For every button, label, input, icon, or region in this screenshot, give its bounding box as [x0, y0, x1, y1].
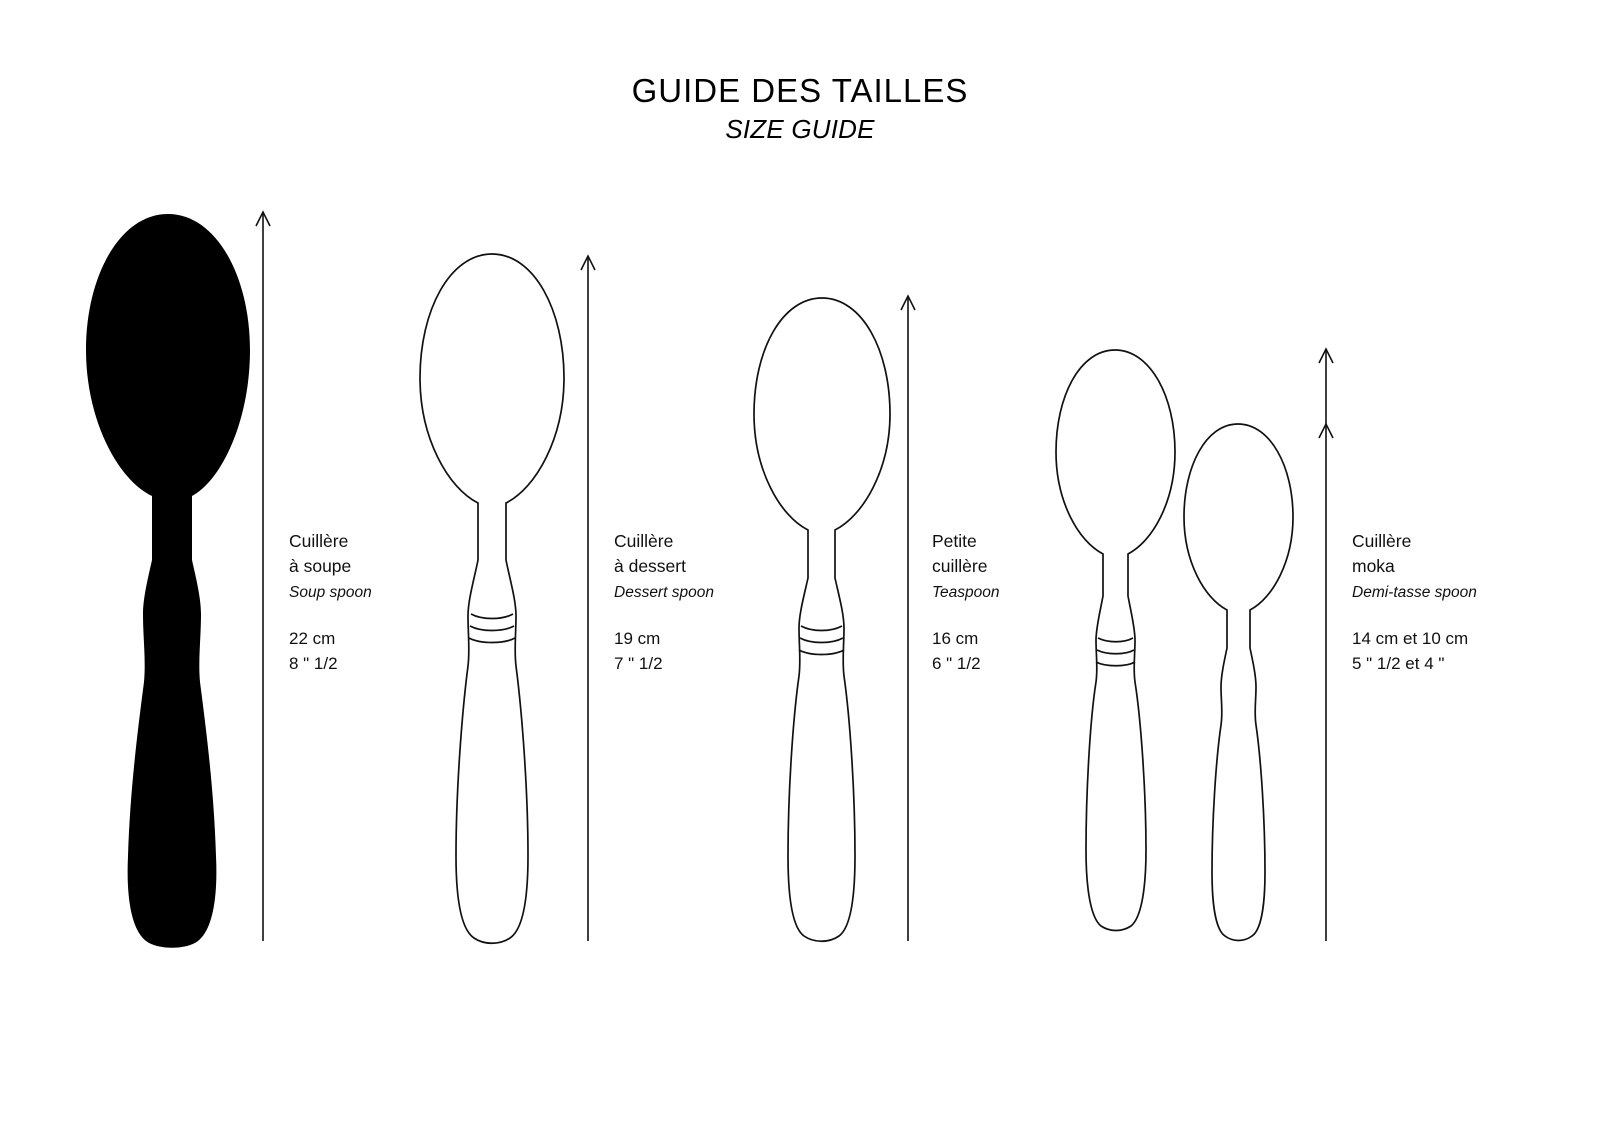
spoon-soup-shape [86, 214, 250, 948]
label-dimensions [289, 626, 372, 676]
label-fr-line1: Cuillère [289, 531, 349, 551]
label-fr-line1: Cuillère [1352, 531, 1412, 551]
dimension-imperial: 8 " 1/2 [289, 654, 338, 673]
spoon-moka-large-shape [1056, 350, 1175, 931]
label-dimensions [614, 626, 714, 676]
label-en: Teaspoon [932, 584, 1000, 601]
spoon-moka-small-shape [1184, 424, 1293, 941]
label-fr-line2: à soupe [289, 556, 352, 576]
dimension-metric: 16 cm [932, 629, 979, 648]
measure-arrow-soup [256, 212, 270, 941]
label-en: Demi-tasse spoon [1352, 584, 1477, 601]
label-block-dessert [614, 529, 714, 676]
page-subtitle: SIZE GUIDE [725, 113, 875, 144]
label-block-moka [1352, 529, 1477, 676]
dimension-metric: 19 cm [614, 629, 661, 648]
label-en: Soup spoon [289, 584, 372, 601]
dimension-imperial: 7 " 1/2 [614, 654, 663, 673]
label-block-soup [289, 529, 372, 676]
label-fr-line1: Cuillère [614, 531, 674, 551]
label-fr-line2: moka [1352, 556, 1395, 576]
dimension-metric: 14 cm et 10 cm [1352, 629, 1469, 648]
label-block-teaspoon [932, 529, 1000, 676]
spoon-dessert-shape [420, 254, 564, 943]
label-en: Dessert spoon [614, 584, 714, 601]
spoon-teaspoon-shape [754, 298, 890, 941]
dimension-imperial: 6 " 1/2 [932, 654, 981, 673]
label-dimensions [932, 626, 1000, 676]
label-fr-line1: Petite [932, 531, 977, 551]
label-fr-line2: à dessert [614, 556, 686, 576]
label-dimensions [1352, 626, 1477, 676]
measure-arrow-dessert [581, 256, 595, 941]
dimension-imperial: 5 " 1/2 et 4 " [1352, 654, 1445, 673]
label-fr-line2: cuillère [932, 556, 988, 576]
measure-arrow-moka [1319, 349, 1333, 941]
dimension-metric: 22 cm [289, 629, 336, 648]
measure-arrow-teaspoon [901, 296, 915, 941]
page-title: GUIDE DES TAILLES [631, 72, 969, 109]
